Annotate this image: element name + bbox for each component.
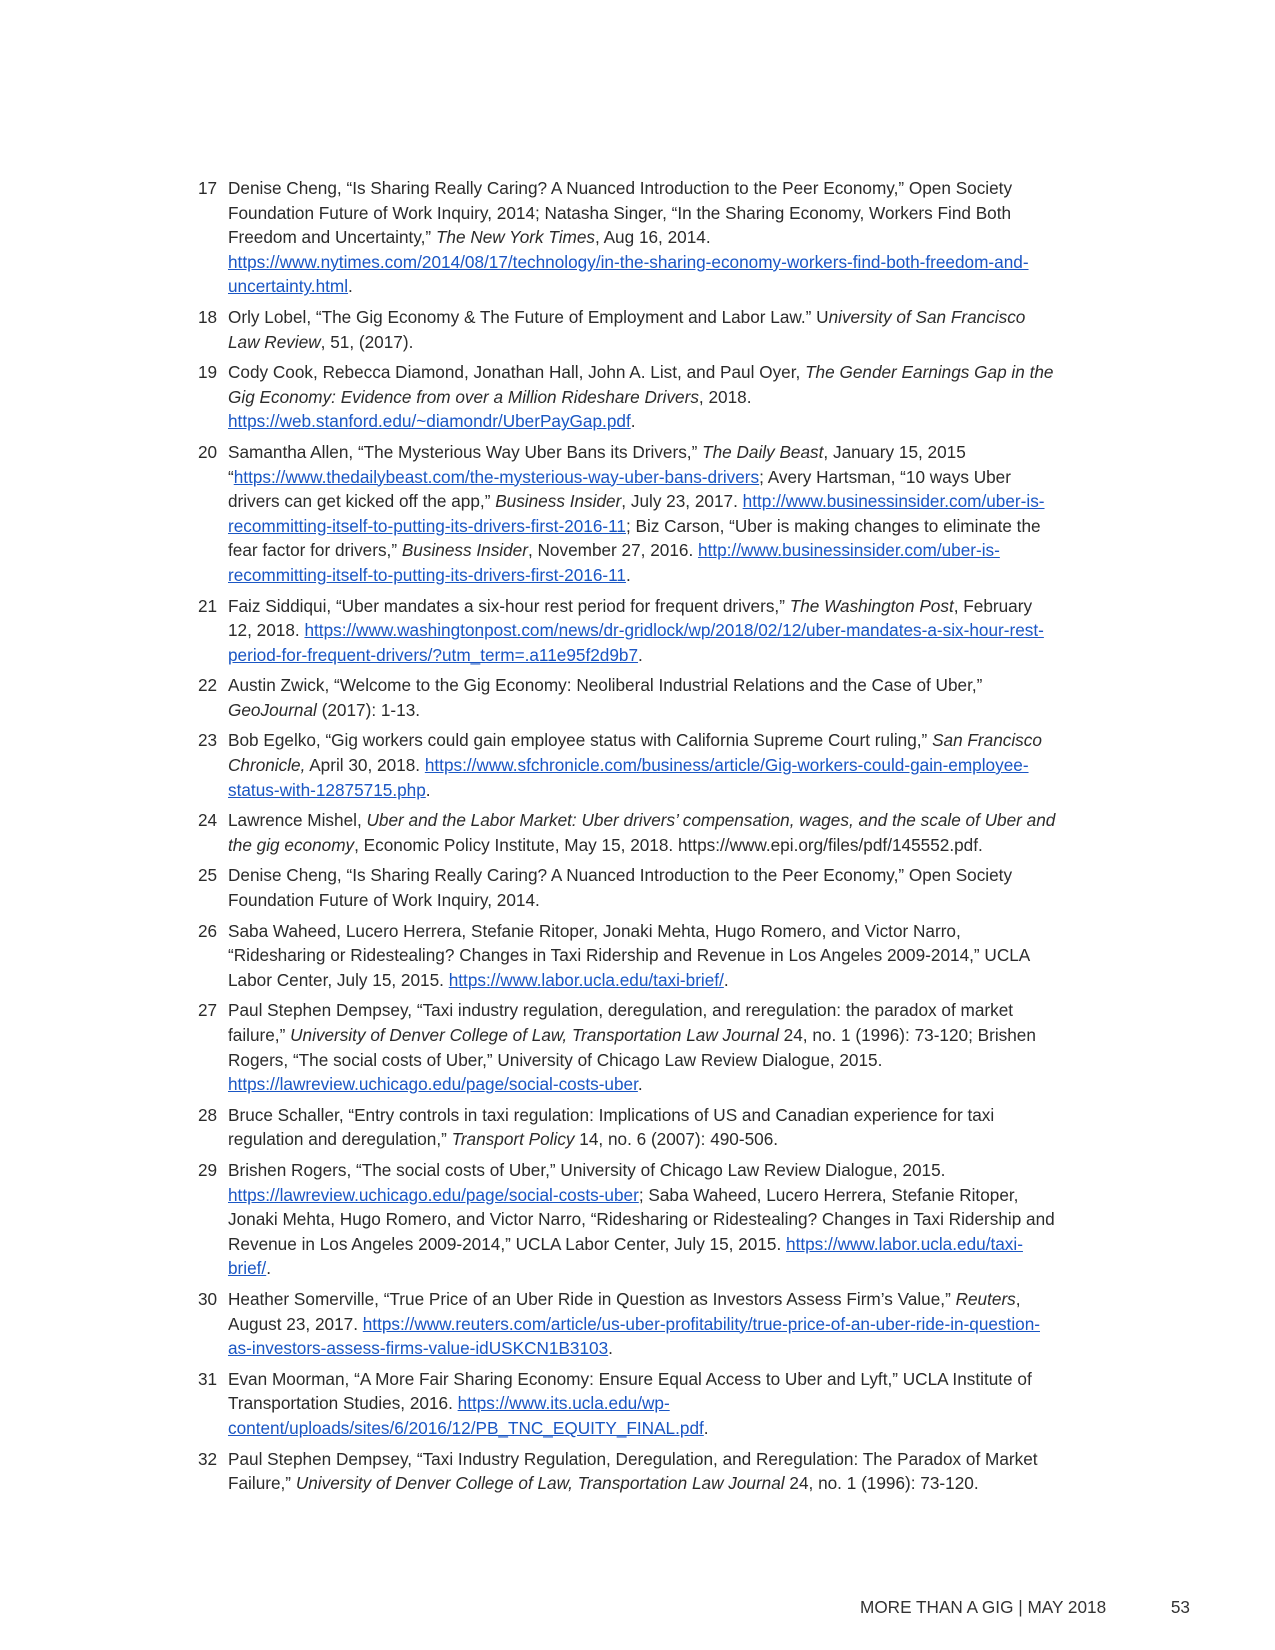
citation-text: Bob Egelko, “Gig workers could gain employee status with California Supreme Court ruling,” [228,730,933,751]
citation-italic-title: Transport Policy [451,1129,575,1150]
endnote-number: 21 [198,595,218,616]
endnote-text [228,176,1058,299]
citation-link[interactable]: https://lawreview.uchicago.edu/page/social-costs-uber [228,1184,639,1205]
citation-text: (2017): 1-13. [316,699,421,720]
endnote-number: 26 [198,920,218,941]
citation-italic-title: GeoJournal [228,699,317,720]
citation-link[interactable]: https://www.thedailybeast.com/the-mysterious-way-uber-bans-drivers [233,466,760,487]
citation-text: ; Biz Carson, “Uber is making changes to eliminate the fear factor for drivers,” [228,515,1041,561]
citation-text: Denise Cheng, “Is Sharing Really Caring? A Nuanced Introduction to the Peer Economy,” Open Society Foundation Future of Work Inquiry, 2014. [228,865,1013,911]
citation-text: , January 15, 2015 “ [228,441,966,487]
citation-text: Heather Somerville, “True Price of an Uber Ride in Question as Investors Assess Firm’s Value,” [228,1288,956,1309]
citation-link[interactable]: https://www.nytimes.com/2014/08/17/technology/in-the-sharing-economy-workers-find-both-freedom-and-uncertainty.html [228,251,1029,297]
endnote-number: 32 [198,1448,218,1469]
endnote-text [228,1158,1058,1281]
endnote-text [228,594,1058,668]
endnote-21 [198,594,1058,668]
citation-italic-title: San Francisco Chronicle, [228,730,1042,776]
endnote-28 [198,1103,1058,1152]
citation-text: . [266,1258,271,1279]
endnote-17 [198,176,1058,299]
citation-text: . [638,644,643,665]
endnote-29 [198,1158,1058,1281]
citation-link[interactable]: https://www.sfchronicle.com/business/article/Gig-workers-could-gain-employee-status-with-12875715.php [228,755,1029,800]
citation-link[interactable]: https://web.stanford.edu/~diamondr/UberPayGap.pdf [228,411,631,432]
citation-link[interactable]: https://www.reuters.com/article/us-uber-profitability/true-price-of-an-uber-ride-in-question-as-investors-assess-firms-value-idUSKCN1B3103 [228,1313,1040,1359]
citation-text: Orly Lobel, “The Gig Economy & The Future of Employment and Labor Law.” U [228,306,829,327]
citation-text: ; Avery Hartsman, “10 ways Uber drivers can get kicked off the app,” [228,466,1011,512]
citation-link[interactable]: https://www.washingtonpost.com/news/dr-gridlock/wp/2018/02/12/uber-mandates-a-six-hour-rest-period-for-frequent-drivers/?utm_term=.a11e95f2d9b7 [228,620,1044,665]
citation-text: Samantha Allen, “The Mysterious Way Uber Bans its Drivers,” [228,441,703,462]
citation-text: ; Saba Waheed, Lucero Herrera, Stefanie Ritoper, Jonaki Mehta, Hugo Romero, and Victor Narro, “Ridesharing or Ridestealing? Changes in Taxi Ridership and Revenue in Los Angeles 2009-2014,” UCLA Labor Center, July 15, 2015. [228,1184,1055,1254]
citation-text: . [425,779,431,800]
citation-text: , 2018. [698,386,752,407]
endnote-22 [198,673,1058,722]
endnote-18 [198,305,1058,354]
citation-text: Lawrence Mishel, [228,810,367,831]
citation-italic-title: The New York Times [435,227,595,248]
citation-link[interactable]: https://www.its.ucla.edu/wp-content/uploads/sites/6/2016/12/PB_TNC_EQUITY_FINAL.pdf [228,1393,704,1438]
citation-link[interactable]: https://lawreview.uchicago.edu/page/social-costs-uber [228,1074,638,1095]
citation-link[interactable]: http://www.businessinsider.com/uber-is-recommitting-itself-to-putting-its-drivers-first-2016-11 [228,491,1045,536]
endnote-number: 27 [198,1000,218,1021]
page-footer [860,1595,1190,1619]
citation-italic-title: The Washington Post [789,595,954,616]
citation-link[interactable]: https://www.labor.ucla.edu/taxi-brief/ [228,1233,1023,1279]
citation-text: . [723,969,729,990]
citation-link[interactable]: http://www.businessinsider.com/uber-is-recommitting-itself-to-putting-its-drivers-first-2016-11 [228,540,1000,585]
endnote-text [228,440,1058,588]
endnote-31 [198,1367,1058,1441]
endnote-20 [198,440,1058,588]
citation-text: , Economic Policy Institute, May 15, 2018. https://www.epi.org/files/pdf/145552.pdf. [354,834,983,855]
citation-text: Paul Stephen Dempsey, “Taxi Industry Regulation, Deregulation, and Reregulation: The Paradox of Market Failure,” [228,1448,1038,1494]
citation-text: April 30, 2018. [305,755,425,776]
citation-italic-title: The Gender Earnings Gap in the Gig Economy: Evidence from over a Million Rideshare Drivers [228,362,1054,407]
citation-text: Bruce Schaller, “Entry controls in taxi regulation: Implications of US and Canadian experience for taxi regulation and deregulation,” [228,1104,995,1150]
endnote-number: 23 [198,730,218,751]
citation-text: , February 12, 2018. [228,595,1033,641]
endnote-text [228,863,1058,912]
citation-italic-title: University of Denver College of Law, Transportation Law Journal [290,1025,779,1045]
endnote-number: 28 [198,1104,218,1125]
endnote-number: 18 [198,306,218,327]
endnote-number: 29 [198,1159,218,1180]
citation-text: Faiz Siddiqui, “Uber mandates a six-hour rest period for frequent drivers,” [228,595,790,616]
citation-italic-title: niversity of San Francisco Law Review [228,306,1026,352]
citation-text: , July 23, 2017. [621,491,743,512]
endnote-number: 19 [198,362,218,383]
citation-link[interactable]: https://www.labor.ucla.edu/taxi-brief/ [448,969,724,990]
citation-text: Denise Cheng, “Is Sharing Really Caring? A Nuanced Introduction to the Peer Economy,” Open Society Foundation Future of Work Inquiry, 2014; Natasha Singer, “In the Sharing Economy, Workers Find Both Freedom and Uncertainty,” [228,178,1013,248]
citation-text: Cody Cook, Rebecca Diamond, Jonathan Hall, John A. List, and Paul Oyer, [228,362,806,383]
endnote-text [228,919,1058,993]
endnote-number: 31 [198,1368,218,1389]
footer-title: MORE THAN A GIG | MAY 2018 [860,1597,1107,1617]
citation-italic-title: Business Insider [401,540,528,561]
endnote-30 [198,1287,1058,1361]
endnote-text [228,998,1058,1096]
endnote-27 [198,998,1058,1096]
endnote-text [228,1447,1058,1496]
citation-italic-title: Business Insider [495,491,622,512]
citation-text: , August 23, 2017. [228,1288,1021,1334]
endnote-number: 22 [198,675,218,696]
citation-italic-title: University of Denver College of Law, Transportation Law Journal [295,1473,785,1494]
endnote-32 [198,1447,1058,1496]
endnote-text [228,728,1058,802]
citation-text: , 51, (2017). [320,331,414,352]
endnote-23 [198,728,1058,802]
citation-text: . [608,1338,613,1359]
endnote-text [228,1367,1058,1441]
endnote-number: 20 [198,441,218,462]
citation-text: Brishen Rogers, “The social costs of Uber,” University of Chicago Law Review Dialogue, 2015. [228,1159,946,1180]
citation-text: . [348,276,353,297]
citation-text: Paul Stephen Dempsey, “Taxi industry regulation, deregulation, and reregulation: the paradox of market failure,” [228,1000,1014,1045]
endnote-26 [198,919,1058,993]
endnote-number: 24 [198,810,218,831]
endnote-text [228,305,1058,354]
citation-text: 24, no. 1 (1996): 73-120. [784,1473,979,1494]
endnote-number: 17 [198,178,218,198]
citation-text: . [703,1417,709,1438]
endnote-text [228,808,1058,857]
endnote-number: 25 [198,865,218,886]
endnotes-list [198,176,1058,1502]
page-number: 53 [1170,1597,1190,1617]
citation-text: Evan Moorman, “A More Fair Sharing Economy: Ensure Equal Access to Uber and Lyft,” UCLA Institute of Transportation Studies, 2016. [228,1368,1032,1414]
endnote-number: 30 [198,1288,218,1309]
citation-text: Saba Waheed, Lucero Herrera, Stefanie Ritoper, Jonaki Mehta, Hugo Romero, and Victor Narro, “Ridesharing or Ridestealing? Changes in Taxi Ridership and Revenue in Los Angeles 2009-2014,” UCLA Labor Center, July 15, 2015. [228,920,1030,990]
endnote-text [228,673,1058,722]
citation-italic-title: The Daily Beast [702,441,824,462]
citation-text: 24, no. 1 (1996): 73-120; Brishen Rogers, “The social costs of Uber,” University of Chicago Law Review Dialogue, 2015. [228,1025,1036,1070]
citation-text: , November 27, 2016. [527,540,699,561]
citation-text: . [630,411,636,432]
citation-text: . [625,564,631,585]
citation-text: Austin Zwick, “Welcome to the Gig Economy: Neoliberal Industrial Relations and the Case of Uber,” [228,675,983,696]
citation-italic-title: Uber and the Labor Market: Uber drivers’ compensation, wages, and the scale of Uber and the gig economy [228,810,1056,855]
endnote-24 [198,808,1058,857]
endnote-text [228,1103,1058,1152]
endnote-19 [198,360,1058,434]
endnote-text [228,1287,1058,1361]
endnote-25 [198,863,1058,912]
citation-text: . [637,1074,643,1095]
citation-text: 14, no. 6 (2007): 490-506. [574,1129,779,1150]
endnote-text [228,360,1058,434]
citation-text: , Aug 16, 2014. [594,227,711,248]
citation-italic-title: Reuters [955,1288,1016,1309]
